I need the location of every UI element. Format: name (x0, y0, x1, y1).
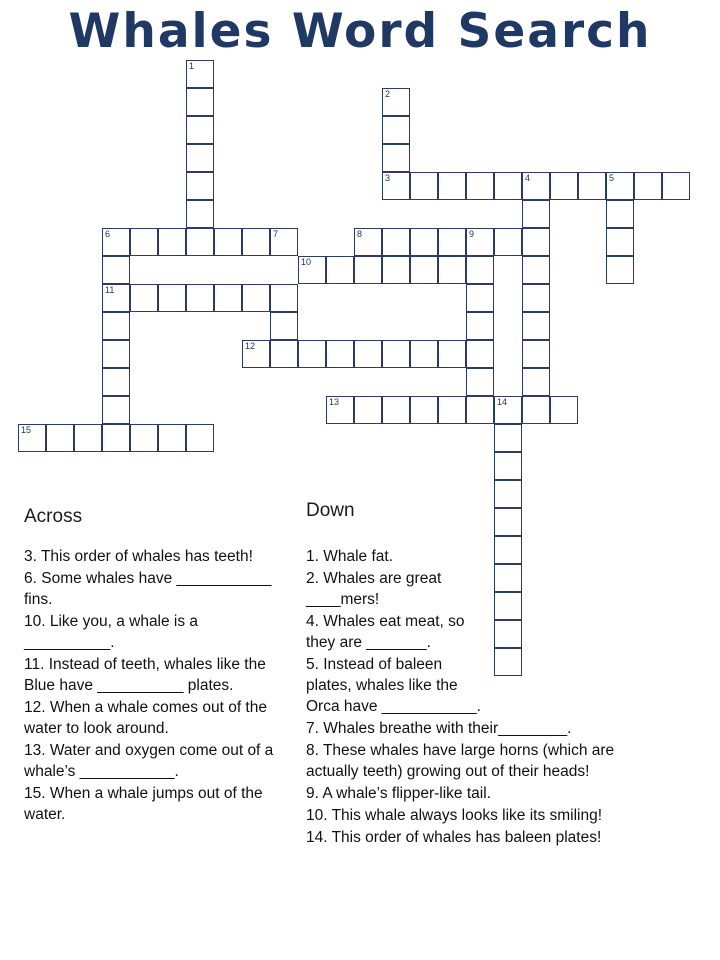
crossword-cell[interactable] (382, 340, 410, 368)
crossword-cell[interactable] (158, 228, 186, 256)
crossword-cell[interactable] (466, 312, 494, 340)
down-clue: 2. Whales are great ____mers! (306, 570, 442, 608)
cell-number: 6 (105, 229, 111, 239)
crossword-cell[interactable] (102, 396, 130, 424)
crossword-cell[interactable] (158, 284, 186, 312)
crossword-cell[interactable] (522, 312, 550, 340)
crossword-cell[interactable] (494, 396, 522, 424)
cell-number: 15 (21, 425, 32, 435)
cell-number: 12 (245, 341, 256, 351)
crossword-cell[interactable] (102, 256, 130, 284)
crossword-cell[interactable] (242, 228, 270, 256)
across-clue: 11. Instead of teeth, whales like the Blue have __________ plates. (24, 656, 266, 694)
down-clue: 5. Instead of baleen plates, whales like the Orca have ___________. (306, 656, 481, 715)
crossword-cell[interactable] (186, 284, 214, 312)
crossword-cell[interactable] (74, 424, 102, 452)
crossword-cell[interactable] (186, 172, 214, 200)
down-clue: 10. This whale always looks like its smiling! (306, 807, 603, 824)
crossword-cell[interactable] (438, 228, 466, 256)
crossword-cell[interactable] (382, 396, 410, 424)
crossword-cell[interactable] (186, 200, 214, 228)
crossword-cell[interactable] (270, 284, 298, 312)
down-clue: 1. Whale fat. (306, 548, 394, 565)
crossword-cell[interactable] (494, 424, 522, 452)
crossword-cell[interactable] (298, 340, 326, 368)
crossword-cell[interactable] (438, 340, 466, 368)
crossword-cell[interactable] (270, 228, 298, 256)
across-clue: 15. When a whale jumps out of the water. (24, 785, 263, 823)
cell-number: 8 (357, 229, 363, 239)
crossword-cell[interactable] (102, 368, 130, 396)
crossword-cell[interactable] (354, 256, 382, 284)
cell-number: 10 (301, 257, 312, 267)
crossword-cell[interactable] (522, 256, 550, 284)
crossword-cell[interactable] (606, 256, 634, 284)
crossword-cell[interactable] (18, 424, 46, 452)
crossword-cell[interactable] (186, 116, 214, 144)
crossword-cell[interactable] (382, 88, 410, 116)
down-clue-list (306, 546, 656, 849)
cell-number: 7 (273, 229, 279, 239)
down-clue: 14. This order of whales has baleen plates! (306, 829, 602, 846)
crossword-cell[interactable] (214, 284, 242, 312)
crossword-cell[interactable] (522, 396, 550, 424)
crossword-cell[interactable] (130, 228, 158, 256)
crossword-cell[interactable] (578, 172, 606, 200)
crossword-cell[interactable] (186, 60, 214, 88)
cell-number: 13 (329, 397, 340, 407)
crossword-cell[interactable] (634, 172, 662, 200)
crossword-cell[interactable] (662, 172, 690, 200)
down-clue: 8. These whales have large horns (which are actually teeth) growing out of their heads! (306, 742, 615, 780)
crossword-cell[interactable] (466, 368, 494, 396)
crossword-cell[interactable] (354, 340, 382, 368)
crossword-cell[interactable] (494, 480, 522, 508)
crossword-cell[interactable] (354, 396, 382, 424)
crossword-cell[interactable] (410, 172, 438, 200)
crossword-cell[interactable] (438, 172, 466, 200)
crossword-grid[interactable] (18, 60, 702, 500)
crossword-cell[interactable] (242, 284, 270, 312)
crossword-cell[interactable] (298, 256, 326, 284)
crossword-cell[interactable] (522, 172, 550, 200)
crossword-cell[interactable] (102, 228, 130, 256)
crossword-cell[interactable] (102, 284, 130, 312)
crossword-cell[interactable] (354, 228, 382, 256)
crossword-cell[interactable] (186, 88, 214, 116)
across-clue: 3. This order of whales has teeth! (24, 548, 253, 565)
crossword-cell[interactable] (130, 424, 158, 452)
crossword-cell[interactable] (382, 116, 410, 144)
crossword-cell[interactable] (410, 340, 438, 368)
crossword-cell[interactable] (606, 172, 634, 200)
cell-number: 1 (189, 61, 195, 71)
crossword-cell[interactable] (522, 368, 550, 396)
cell-number: 3 (385, 173, 391, 183)
crossword-cell[interactable] (186, 424, 214, 452)
crossword-cell[interactable] (382, 144, 410, 172)
cell-number: 9 (469, 229, 475, 239)
crossword-cell[interactable] (130, 284, 158, 312)
page-title: Whales Word Search (68, 4, 652, 59)
crossword-cell[interactable] (522, 228, 550, 256)
crossword-cell[interactable] (494, 452, 522, 480)
crossword-cell[interactable] (242, 340, 270, 368)
crossword-cell[interactable] (382, 228, 410, 256)
crossword-cell[interactable] (410, 396, 438, 424)
crossword-cell[interactable] (158, 424, 186, 452)
crossword-cell[interactable] (466, 396, 494, 424)
crossword-cell[interactable] (46, 424, 74, 452)
crossword-cell[interactable] (186, 228, 214, 256)
cell-number: 4 (525, 173, 531, 183)
across-clue: 12. When a whale comes out of the water to look around. (24, 699, 267, 737)
crossword-cell[interactable] (270, 312, 298, 340)
cell-number: 5 (609, 173, 615, 183)
crossword-cell[interactable] (326, 340, 354, 368)
crossword-cell[interactable] (102, 340, 130, 368)
across-clue: 13. Water and oxygen come out of a whale’s ___________. (24, 742, 274, 780)
crossword-cell[interactable] (186, 144, 214, 172)
crossword-cell[interactable] (522, 200, 550, 228)
crossword-cell[interactable] (522, 340, 550, 368)
across-clue: 10. Like you, a whale is a __________. (24, 613, 199, 651)
crossword-cell[interactable] (214, 228, 242, 256)
crossword-cell[interactable] (494, 172, 522, 200)
crossword-cell[interactable] (550, 396, 578, 424)
crossword-cell[interactable] (438, 256, 466, 284)
crossword-cell[interactable] (270, 340, 298, 368)
crossword-cell[interactable] (550, 172, 578, 200)
crossword-cell[interactable] (494, 228, 522, 256)
across-heading: Across (24, 506, 83, 527)
crossword-cell[interactable] (410, 228, 438, 256)
crossword-cell[interactable] (606, 200, 634, 228)
cell-number: 14 (497, 397, 508, 407)
crossword-cell[interactable] (102, 312, 130, 340)
crossword-cell[interactable] (410, 256, 438, 284)
crossword-cell[interactable] (382, 256, 410, 284)
crossword-cell[interactable] (438, 396, 466, 424)
across-clue: 6. Some whales have ___________ fins. (24, 570, 272, 608)
crossword-cell[interactable] (326, 256, 354, 284)
crossword-cell[interactable] (522, 284, 550, 312)
crossword-cell[interactable] (494, 508, 522, 536)
crossword-cell[interactable] (466, 256, 494, 284)
crossword-cell[interactable] (466, 340, 494, 368)
across-clue-list (24, 546, 286, 826)
crossword-cell[interactable] (466, 172, 494, 200)
down-clue: 4. Whales eat meat, so they are _______. (306, 613, 465, 651)
crossword-cell[interactable] (102, 424, 130, 452)
crossword-cell[interactable] (326, 396, 354, 424)
down-heading: Down (306, 500, 355, 521)
cell-number: 11 (105, 285, 115, 295)
crossword-cell[interactable] (466, 228, 494, 256)
crossword-cell[interactable] (382, 172, 410, 200)
crossword-cell[interactable] (466, 284, 494, 312)
crossword-cell[interactable] (606, 228, 634, 256)
cell-number: 2 (385, 89, 391, 99)
down-clue: 9. A whale’s flipper-like tail. (306, 785, 491, 802)
down-clue: 7. Whales breathe with their________. (306, 720, 572, 737)
